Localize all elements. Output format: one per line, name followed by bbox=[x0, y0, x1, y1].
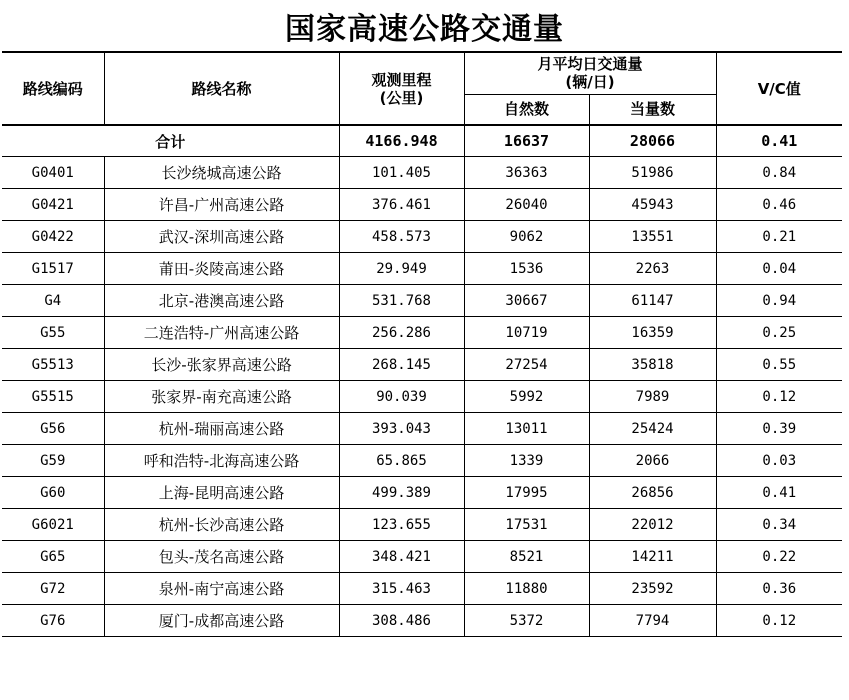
table-row bbox=[2, 477, 842, 509]
equivalent-count-cell: 13551 bbox=[589, 221, 716, 253]
total-vc: 0.41 bbox=[716, 125, 842, 157]
vc-ratio-cell: 0.12 bbox=[716, 381, 842, 413]
equivalent-count-cell: 23592 bbox=[589, 573, 716, 605]
equivalent-count-cell: 51986 bbox=[589, 157, 716, 189]
table-row bbox=[2, 157, 842, 189]
natural-count-cell: 5372 bbox=[464, 605, 589, 637]
header-mileage-label: 观测里程 bbox=[371, 70, 432, 89]
total-row bbox=[2, 125, 842, 157]
natural-count-cell: 30667 bbox=[464, 285, 589, 317]
table-row bbox=[2, 509, 842, 541]
route-name-cell: 北京-港澳高速公路 bbox=[104, 285, 339, 317]
equivalent-count-cell: 2263 bbox=[589, 253, 716, 285]
route-name-cell: 杭州-长沙高速公路 bbox=[104, 509, 339, 541]
table-row bbox=[2, 605, 842, 637]
header-monthly-label: 月平均日交通量 bbox=[537, 55, 643, 74]
mileage-cell: 90.039 bbox=[339, 381, 464, 413]
natural-count-cell: 5992 bbox=[464, 381, 589, 413]
natural-count-cell: 1339 bbox=[464, 445, 589, 477]
route-code-cell: G0422 bbox=[2, 221, 104, 253]
header-monthly-traffic bbox=[464, 52, 716, 94]
route-code-cell: G0421 bbox=[2, 189, 104, 221]
route-code-cell: G59 bbox=[2, 445, 104, 477]
route-name-cell: 杭州-瑞丽高速公路 bbox=[104, 413, 339, 445]
natural-count-cell: 26040 bbox=[464, 189, 589, 221]
route-code-cell: G4 bbox=[2, 285, 104, 317]
equivalent-count-cell: 2066 bbox=[589, 445, 716, 477]
route-name-cell: 二连浩特-广州高速公路 bbox=[104, 317, 339, 349]
vc-ratio-cell: 0.12 bbox=[716, 605, 842, 637]
vc-ratio-cell: 0.41 bbox=[716, 477, 842, 509]
vc-ratio-cell: 0.84 bbox=[716, 157, 842, 189]
route-name-cell: 厦门-成都高速公路 bbox=[104, 605, 339, 637]
vc-ratio-cell: 0.21 bbox=[716, 221, 842, 253]
equivalent-count-cell: 14211 bbox=[589, 541, 716, 573]
equivalent-count-cell: 16359 bbox=[589, 317, 716, 349]
header-equivalent-count: 当量数 bbox=[589, 94, 716, 125]
natural-count-cell: 13011 bbox=[464, 413, 589, 445]
table-row bbox=[2, 221, 842, 253]
vc-ratio-cell: 0.22 bbox=[716, 541, 842, 573]
total-mileage: 4166.948 bbox=[339, 125, 464, 157]
total-label: 合计 bbox=[2, 125, 339, 157]
mileage-cell: 101.405 bbox=[339, 157, 464, 189]
mileage-cell: 315.463 bbox=[339, 573, 464, 605]
route-code-cell: G65 bbox=[2, 541, 104, 573]
mileage-cell: 499.389 bbox=[339, 477, 464, 509]
route-name-cell: 呼和浩特-北海高速公路 bbox=[104, 445, 339, 477]
vc-ratio-cell: 0.36 bbox=[716, 573, 842, 605]
natural-count-cell: 17531 bbox=[464, 509, 589, 541]
route-name-cell: 长沙-张家界高速公路 bbox=[104, 349, 339, 381]
route-code-cell: G55 bbox=[2, 317, 104, 349]
header-vc-ratio: V/C值 bbox=[716, 52, 842, 125]
table-row bbox=[2, 317, 842, 349]
mileage-cell: 29.949 bbox=[339, 253, 464, 285]
header-natural-count: 自然数 bbox=[464, 94, 589, 125]
route-code-cell: G76 bbox=[2, 605, 104, 637]
mileage-cell: 458.573 bbox=[339, 221, 464, 253]
equivalent-count-cell: 26856 bbox=[589, 477, 716, 509]
route-code-cell: G0401 bbox=[2, 157, 104, 189]
equivalent-count-cell: 35818 bbox=[589, 349, 716, 381]
natural-count-cell: 10719 bbox=[464, 317, 589, 349]
mileage-cell: 348.421 bbox=[339, 541, 464, 573]
equivalent-count-cell: 7989 bbox=[589, 381, 716, 413]
route-name-cell: 莆田-炎陵高速公路 bbox=[104, 253, 339, 285]
route-name-cell: 张家界-南充高速公路 bbox=[104, 381, 339, 413]
mileage-cell: 123.655 bbox=[339, 509, 464, 541]
natural-count-cell: 17995 bbox=[464, 477, 589, 509]
header-monthly-unit: (辆/日) bbox=[565, 73, 615, 92]
equivalent-count-cell: 45943 bbox=[589, 189, 716, 221]
vc-ratio-cell: 0.46 bbox=[716, 189, 842, 221]
equivalent-count-cell: 25424 bbox=[589, 413, 716, 445]
route-code-cell: G1517 bbox=[2, 253, 104, 285]
total-natural: 16637 bbox=[464, 125, 589, 157]
natural-count-cell: 8521 bbox=[464, 541, 589, 573]
table-row bbox=[2, 253, 842, 285]
mileage-cell: 393.043 bbox=[339, 413, 464, 445]
natural-count-cell: 27254 bbox=[464, 349, 589, 381]
route-code-cell: G56 bbox=[2, 413, 104, 445]
vc-ratio-cell: 0.55 bbox=[716, 349, 842, 381]
natural-count-cell: 36363 bbox=[464, 157, 589, 189]
mileage-cell: 376.461 bbox=[339, 189, 464, 221]
vc-ratio-cell: 0.94 bbox=[716, 285, 842, 317]
route-name-cell: 上海-昆明高速公路 bbox=[104, 477, 339, 509]
table-row bbox=[2, 445, 842, 477]
total-equivalent: 28066 bbox=[589, 125, 716, 157]
route-code-cell: G5513 bbox=[2, 349, 104, 381]
vc-ratio-cell: 0.39 bbox=[716, 413, 842, 445]
vc-ratio-cell: 0.25 bbox=[716, 317, 842, 349]
route-code-cell: G5515 bbox=[2, 381, 104, 413]
route-code-cell: G72 bbox=[2, 573, 104, 605]
table-row bbox=[2, 285, 842, 317]
vc-ratio-cell: 0.04 bbox=[716, 253, 842, 285]
route-name-cell: 包头-茂名高速公路 bbox=[104, 541, 339, 573]
natural-count-cell: 11880 bbox=[464, 573, 589, 605]
mileage-cell: 308.486 bbox=[339, 605, 464, 637]
equivalent-count-cell: 22012 bbox=[589, 509, 716, 541]
natural-count-cell: 9062 bbox=[464, 221, 589, 253]
table-row bbox=[2, 541, 842, 573]
route-name-cell: 武汉-深圳高速公路 bbox=[104, 221, 339, 253]
table-row bbox=[2, 381, 842, 413]
route-name-cell: 许昌-广州高速公路 bbox=[104, 189, 339, 221]
natural-count-cell: 1536 bbox=[464, 253, 589, 285]
table-row bbox=[2, 349, 842, 381]
table-row bbox=[2, 573, 842, 605]
traffic-table bbox=[2, 51, 842, 637]
equivalent-count-cell: 7794 bbox=[589, 605, 716, 637]
header-route-code: 路线编码 bbox=[2, 52, 104, 125]
mileage-cell: 65.865 bbox=[339, 445, 464, 477]
mileage-cell: 256.286 bbox=[339, 317, 464, 349]
table-row bbox=[2, 413, 842, 445]
mileage-cell: 268.145 bbox=[339, 349, 464, 381]
page-title: 国家高速公路交通量 bbox=[285, 12, 564, 47]
route-name-cell: 泉州-南宁高速公路 bbox=[104, 573, 339, 605]
table-row bbox=[2, 189, 842, 221]
equivalent-count-cell: 61147 bbox=[589, 285, 716, 317]
header-mileage bbox=[339, 52, 464, 125]
route-code-cell: G60 bbox=[2, 477, 104, 509]
route-name-cell: 长沙绕城高速公路 bbox=[104, 157, 339, 189]
route-code-cell: G6021 bbox=[2, 509, 104, 541]
vc-ratio-cell: 0.03 bbox=[716, 445, 842, 477]
mileage-cell: 531.768 bbox=[339, 285, 464, 317]
vc-ratio-cell: 0.34 bbox=[716, 509, 842, 541]
header-route-name: 路线名称 bbox=[104, 52, 339, 125]
header-mileage-unit: (公里) bbox=[379, 88, 424, 107]
